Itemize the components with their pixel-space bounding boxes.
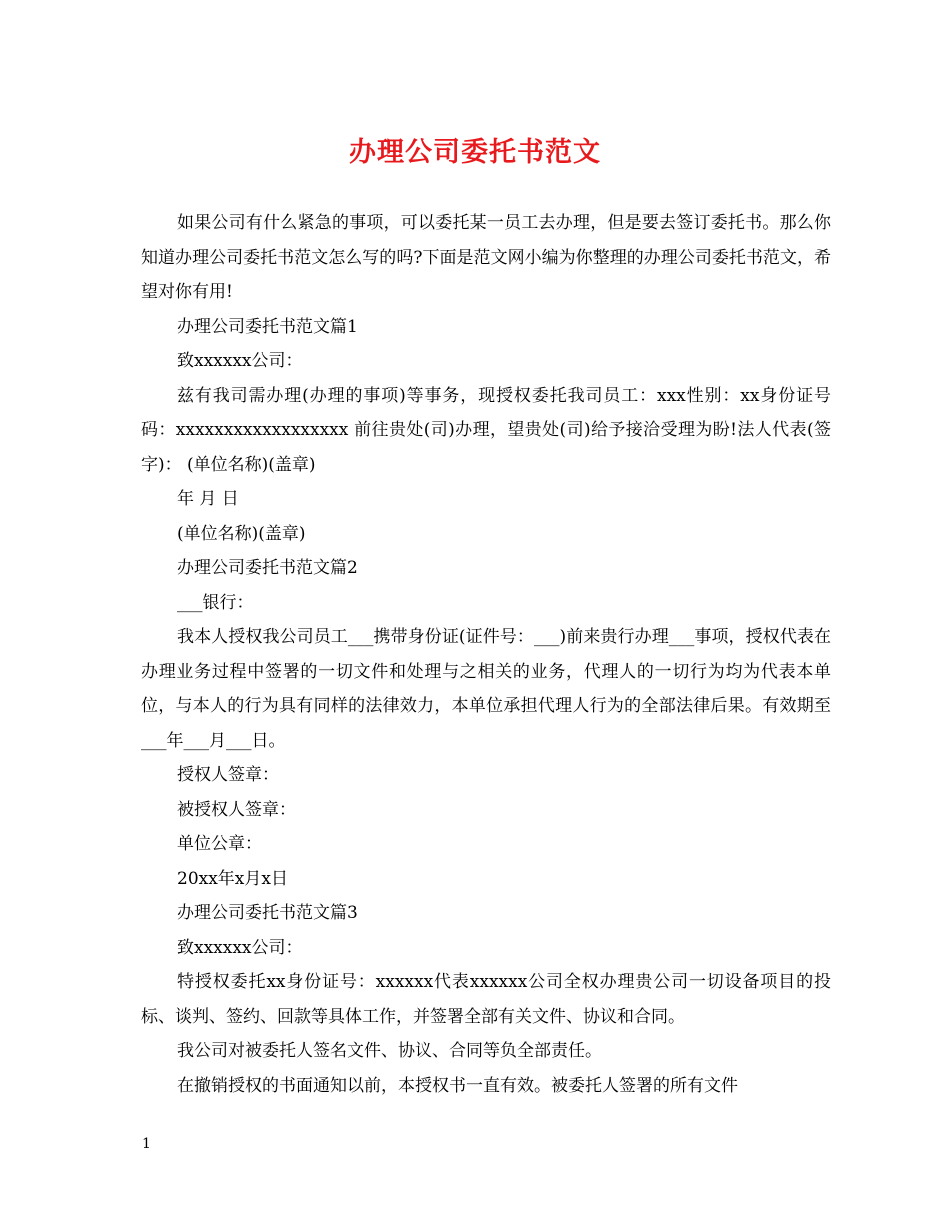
section-heading-2: 办理公司委托书范文篇2 (177, 558, 358, 578)
section-heading-3: 办理公司委托书范文篇3 (177, 903, 358, 923)
document-title: 办理公司委托书范文 (349, 137, 601, 168)
section-heading-1: 办理公司委托书范文篇1 (177, 316, 358, 337)
intro-paragraph: 如果公司有什么紧急的事项，可以委托某一员工去办理，但是要去签订委托书。那么你知道办理公司委托书范文怎么写的吗?下面是范文网小编为你整理的办理公司委托书范文，希望对你有用! (141, 213, 831, 302)
company-seal-line-2: 单位公章： (177, 834, 262, 854)
grantor-signature-line: 授权人签章： (177, 765, 279, 785)
page-number: 1 (142, 1136, 151, 1152)
responsibility-paragraph: 我公司对被委托人签名文件、协议、合同等负全部责任。 (177, 1041, 602, 1061)
body-paragraph-2: 我本人授权我公司员工___携带身份证(证件号：___)前来贵行办理___事项，授权代表在办理业务过程中签署的一切文件和处理与之相关的业务，代理人的一切行为均为代表本单位，与本人的行为具有同样的法律效力，本单位承担代理人行为的全部法律后果。有效期至___年___月___日。 (141, 627, 831, 751)
salutation-2: ___银行： (177, 592, 254, 613)
date-line-1: 年 月 日 (177, 489, 239, 509)
document-body (141, 206, 831, 1103)
company-seal-line: (单位名称)(盖章) (177, 523, 306, 544)
salutation-1: 致xxxxxx公司： (177, 351, 303, 371)
validity-paragraph: 在撤销授权的书面通知以前，本授权书一直有效。被委托人签署的所有文件 (177, 1075, 738, 1096)
grantee-signature-line: 被授权人签章： (177, 799, 296, 820)
body-paragraph-3: 特授权委托xx身份证号：xxxxxx代表xxxxxx公司全权办理贵公司一切设备项目的投标、谈判、签约、回款等具体工作，并签署全部有关文件、协议和合同。 (141, 972, 831, 1027)
date-line-2: 20xx年x月x日 (177, 868, 288, 889)
body-paragraph-1: 兹有我司需办理(办理的事项)等事务，现授权委托我司员工：xxx性别：xx身份证号码：xxxxxxxxxxxxxxxxxx 前往贵处(司)办理，望贵处(司)给予接洽受理为盼!法人代表(签字)： (单位名称)(盖章) (141, 385, 831, 475)
salutation-3: 致xxxxxx公司： (177, 937, 303, 958)
